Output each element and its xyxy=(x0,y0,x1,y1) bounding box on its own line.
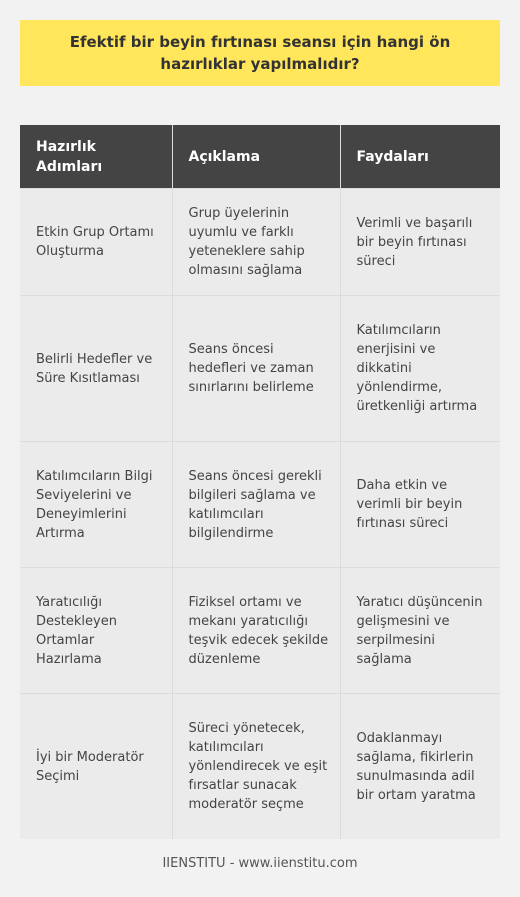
cell-step: Belirli Hedefler ve Süre Kısıtlaması xyxy=(20,296,172,442)
table-row xyxy=(20,442,500,568)
cell-description: Grup üyelerinin uyumlu ve farklı yeteneklere sahip olmasını sağlama xyxy=(172,189,340,296)
preparation-table xyxy=(20,125,500,839)
table-header-row xyxy=(20,125,500,189)
cell-description: Seans öncesi hedefleri ve zaman sınırlarını belirleme xyxy=(172,296,340,442)
header-benefits: Faydaları xyxy=(340,125,500,189)
cell-step: Etkin Grup Ortamı Oluşturma xyxy=(20,189,172,296)
table-row xyxy=(20,189,500,296)
cell-description: Seans öncesi gerekli bilgileri sağlama ve katılımcıları bilgilendirme xyxy=(172,442,340,568)
cell-step: Yaratıcılığı Destekleyen Ortamlar Hazırlama xyxy=(20,568,172,694)
page-title: Efektif bir beyin fırtınası seansı için hangi ön hazırlıklar yapılmalıdır? xyxy=(69,33,451,73)
header-description: Açıklama xyxy=(172,125,340,189)
cell-description: Fiziksel ortamı ve mekanı yaratıcılığı teşvik edecek şekilde düzenleme xyxy=(172,568,340,694)
cell-benefit: Verimli ve başarılı bir beyin fırtınası süreci xyxy=(340,189,500,296)
cell-step: İyi bir Moderatör Seçimi xyxy=(20,694,172,840)
cell-step: Katılımcıların Bilgi Seviyelerini ve Deneyimlerini Artırma xyxy=(20,442,172,568)
table-row xyxy=(20,694,500,840)
footer-credit: IIENSTITU - www.iienstitu.com xyxy=(162,856,358,871)
title-banner xyxy=(20,20,500,86)
cell-benefit: Daha etkin ve verimli bir beyin fırtınası süreci xyxy=(340,442,500,568)
cell-benefit: Yaratıcı düşüncenin gelişmesini ve serpilmesini sağlama xyxy=(340,568,500,694)
header-steps: Hazırlık Adımları xyxy=(20,125,172,189)
cell-benefit: Katılımcıların enerjisini ve dikkatini yönlendirme, üretkenliği artırma xyxy=(340,296,500,442)
table-row xyxy=(20,568,500,694)
table-row xyxy=(20,296,500,442)
cell-description: Süreci yönetecek, katılımcıları yönlendirecek ve eşit fırsatlar sunacak moderatör seçme xyxy=(172,694,340,840)
cell-benefit: Odaklanmayı sağlama, fikirlerin sunulmasında adil bir ortam yaratma xyxy=(340,694,500,840)
